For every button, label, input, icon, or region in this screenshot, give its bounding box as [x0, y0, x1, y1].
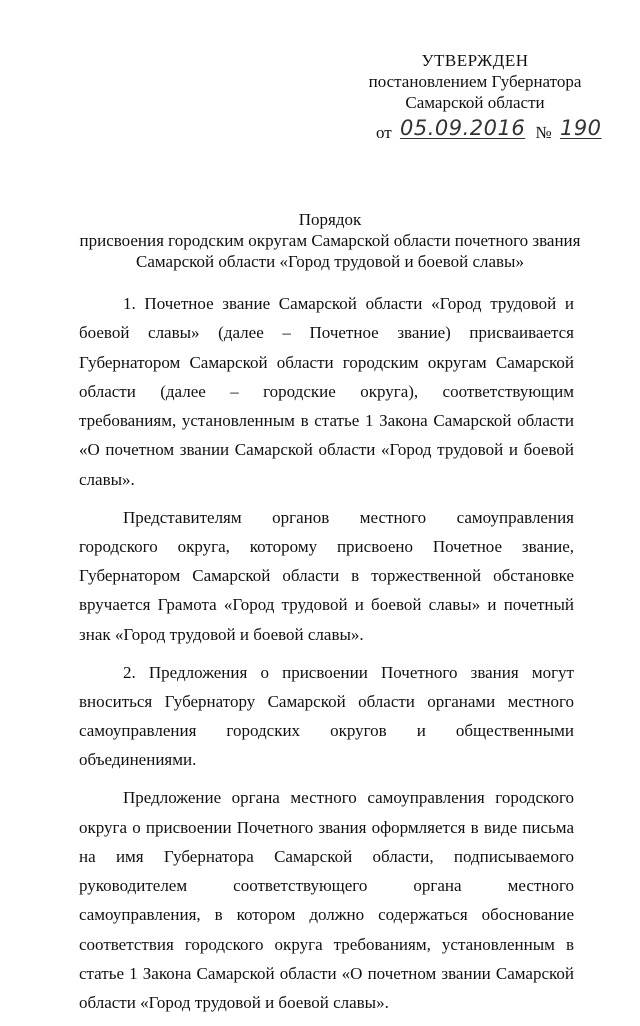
handwritten-date: 05.09.2016 — [399, 116, 526, 140]
approval-date-line — [376, 116, 602, 145]
handwritten-number: 190 — [559, 116, 602, 140]
document-body — [79, 289, 574, 1026]
approval-line-decree: постановлением Губернатора — [368, 72, 582, 91]
title-line-1: Порядок — [298, 210, 362, 229]
title-line-2: присвоения городским округам Самарской области почетного звания — [79, 231, 581, 250]
date-prefix: от — [376, 123, 392, 142]
title-line-3: Самарской области «Город трудовой и боевой славы» — [136, 252, 524, 271]
paragraph-1: 1. Почетное звание Самарской области «Город трудовой и боевой славы» (далее – Почетное звание) присваивается Губернатором Самарской области городским округам Самарской области (далее – городские округа), соответствующим требованиям, установленным в статье 1 Закона Самарской области «О почетном звании Самарской области «Город трудовой и боевой славы». — [79, 294, 574, 489]
document-title — [50, 209, 610, 272]
paragraph-3: 2. Предложения о присвоении Почетного звания могут вноситься Губернатору Самарской области органами местного самоуправления городских округов и общественными объединениями. — [79, 662, 574, 770]
approval-stamp-block — [360, 50, 590, 113]
paragraph-2: Представителям органов местного самоуправления городского округа, которому присвоено Почетное звание, Губернатором Самарской области в торжественной обстановке вручается Грамота «Город трудовой и боевой славы» и почетный знак «Город трудовой и боевой славы». — [79, 507, 574, 644]
approval-line-region: Самарской области — [405, 93, 545, 112]
number-sign: № — [535, 123, 552, 142]
approval-heading: УТВЕРЖДЕН — [421, 51, 529, 70]
paragraph-4: Предложение органа местного самоуправления городского округа о присвоении Почетного звания оформляется в виде письма на имя Губернатора Самарской области, подписываемого руководителем соответствующего органа местного самоуправления, в котором должно содержаться обоснование соответствия городского округа требованиям, установленным в статье 1 Закона Самарской области «О почетном звании Самарской области «Город трудовой и боевой славы». — [79, 788, 574, 1013]
